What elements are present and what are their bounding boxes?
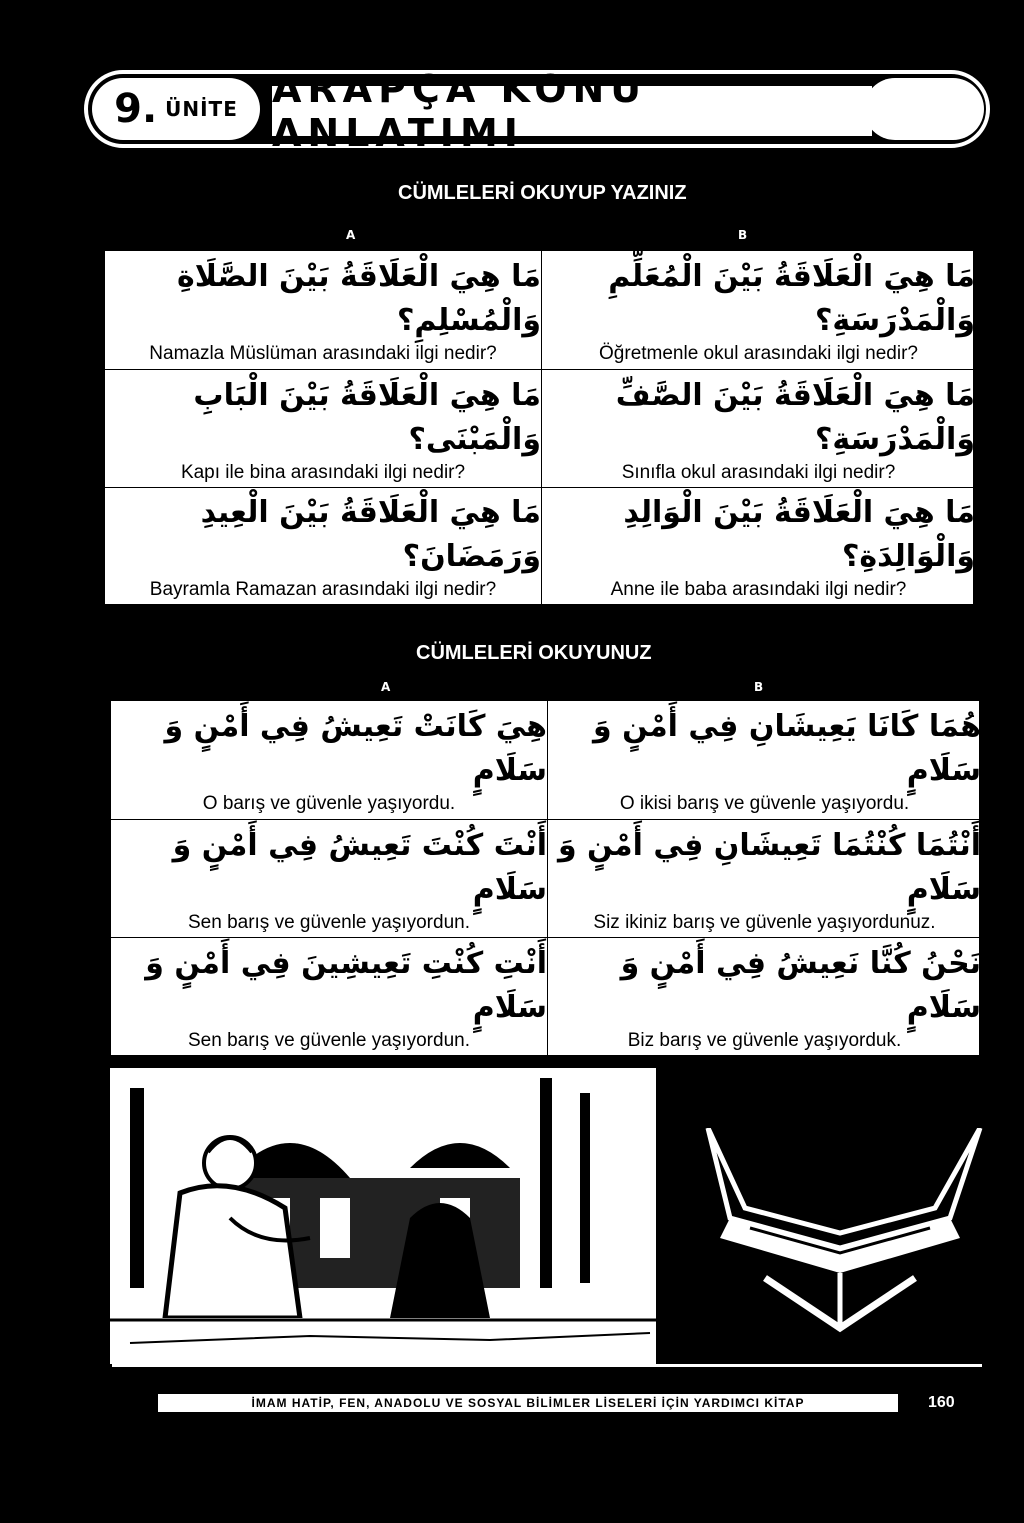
- arabic-question: مَا هِيَ الْعَلَاقَةُ بَيْنَ الْمُعَلِّمِ وَالْمَدْرَسَةِ؟: [608, 259, 975, 338]
- section1-marker-right: B: [738, 228, 748, 242]
- table-cell: [105, 488, 542, 604]
- arabic-sentence: أَنْتِ كُنْتِ تَعِيشِينَ فِي أَمْنٍ وَ سَلَامٍ: [145, 945, 547, 1025]
- open-book-illustration: [690, 1128, 990, 1348]
- section2-marker-left: A: [381, 680, 391, 694]
- header-title: ARAPÇA KONU ANLATIMI: [272, 86, 872, 136]
- table-cell: [111, 701, 548, 820]
- turkish-translation: Biz barış ve güvenle yaşıyorduk.: [627, 1029, 902, 1051]
- turkish-translation: Kapı ile bina arasındaki ilgi nedir?: [180, 461, 466, 483]
- table-cell: [111, 938, 548, 1055]
- praying-man-illustration: [110, 1068, 656, 1364]
- turkish-translation: Siz ikiniz barış ve güvenle yaşıyordunuz.: [593, 911, 936, 933]
- footer-text: İMAM HATİP, FEN, ANADOLU VE SOSYAL BİLİMLER LİSELERİ İÇİN YARDIMCI KİTAP: [158, 1394, 898, 1412]
- arabic-question: مَا هِيَ الْعَلَاقَةُ بَيْنَ الْبَابِ وَالْمَبْنَى؟: [193, 377, 541, 457]
- table-cell: [105, 370, 542, 488]
- table-cell: [542, 251, 975, 370]
- arabic-sentence: نَحْنُ كُنَّا نَعِيشُ فِي أَمْنٍ وَ سَلَامٍ: [620, 945, 981, 1025]
- table-cell: [542, 370, 975, 488]
- table-cell: [111, 820, 548, 938]
- section1-marker-left: A: [346, 228, 356, 242]
- table-cell: [548, 820, 981, 938]
- arabic-question: مَا هِيَ الْعَلَاقَةُ بَيْنَ الصَّلَاةِ وَالْمُسْلِمِ؟: [177, 259, 541, 338]
- table-cell: [548, 938, 981, 1055]
- section2-title: CÜMLELERİ OKUYUNUZ: [416, 642, 652, 664]
- turkish-translation: O ikisi barış ve güvenle yaşıyordu.: [619, 793, 910, 814]
- turkish-translation: O barış ve güvenle yaşıyordu.: [202, 793, 456, 814]
- arabic-question: مَا هِيَ الْعَلَاقَةُ بَيْنَ الْوَالِدِ وَالْوَالِدَةِ؟: [623, 495, 975, 574]
- turkish-translation: Sınıfla okul arasındaki ilgi nedir?: [621, 461, 896, 483]
- turkish-translation: Öğretmenle okul arasındaki ilgi nedir?: [599, 343, 918, 364]
- section1-title: CÜMLELERİ OKUYUP YAZINIZ: [398, 182, 687, 204]
- unit-number: 9.: [114, 86, 158, 132]
- section2-table: [110, 700, 980, 1056]
- turkish-translation: Namazla Müslüman arasındaki ilgi nedir?: [149, 343, 497, 364]
- turkish-translation: Anne ile baba arasındaki ilgi nedir?: [610, 579, 907, 600]
- turkish-translation: Sen barış ve güvenle yaşıyordun.: [187, 1029, 470, 1051]
- section2-marker-right: B: [754, 680, 764, 694]
- turkish-translation: Bayramla Ramazan arasındaki ilgi nedir?: [149, 579, 497, 600]
- page-number: 160: [928, 1394, 955, 1411]
- open-book-icon: [690, 1128, 990, 1348]
- section1-table: [104, 250, 974, 605]
- unit-badge: [92, 78, 260, 140]
- table-cell: [542, 488, 975, 604]
- arabic-sentence: أَنْتُمَا كُنْتُمَا تَعِيشَانِ فِي أَمْنٍ وَ سَلَامٍ: [557, 827, 981, 907]
- praying-man-icon: [110, 1068, 656, 1364]
- unit-label: ÜNİTE: [165, 97, 238, 121]
- footer-rule: [112, 1364, 982, 1367]
- arabic-question: مَا هِيَ الْعَلَاقَةُ بَيْنَ الْعِيدِ وَرَمَضَانَ؟: [200, 495, 541, 574]
- header-right-cap: [864, 78, 984, 140]
- arabic-sentence: هِيَ كَانَتْ تَعِيشُ فِي أَمْنٍ وَ سَلَامٍ: [164, 709, 547, 788]
- turkish-translation: Sen barış ve güvenle yaşıyordun.: [187, 911, 470, 933]
- arabic-question: مَا هِيَ الْعَلَاقَةُ بَيْنَ الصَّفِّ وَالْمَدْرَسَةِ؟: [615, 377, 975, 457]
- table-cell: [548, 701, 981, 820]
- arabic-sentence: هُمَا كَانَا يَعِيشَانِ فِي أَمْنٍ وَ سَلَامٍ: [593, 709, 981, 788]
- table-cell: [105, 251, 542, 370]
- arabic-sentence: أَنْتَ كُنْتَ تَعِيشُ فِي أَمْنٍ وَ سَلَامٍ: [172, 827, 547, 907]
